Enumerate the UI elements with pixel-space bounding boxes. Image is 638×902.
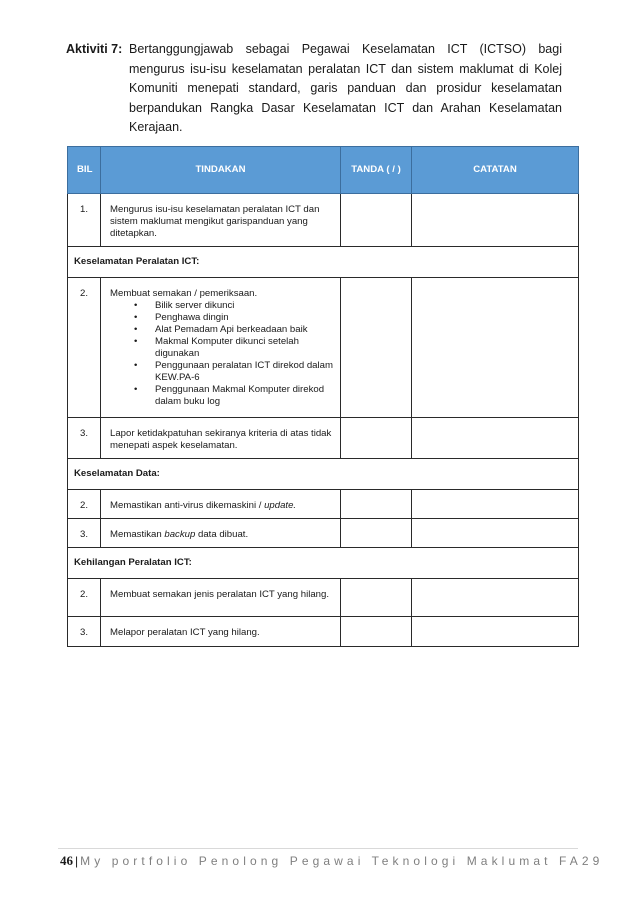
row-number: 3. (68, 519, 101, 548)
row-action (101, 519, 341, 548)
activity-label: Aktiviti 7: (66, 42, 123, 56)
catatan-cell (412, 194, 579, 247)
header-tindakan: TINDAKAN (101, 147, 341, 194)
row-action-text: Memastikan anti-virus dikemaskini / (110, 500, 265, 511)
header-tanda: TANDA ( / ) (341, 147, 412, 194)
catatan-cell (412, 519, 579, 548)
section-row (68, 459, 579, 490)
list-item: • Alat Pemadam Api berkeadaan baik (134, 324, 334, 336)
tanda-cell (341, 418, 412, 459)
tanda-cell (341, 579, 412, 617)
table-row (68, 490, 579, 519)
row-action-text: Memastikan (110, 529, 165, 540)
checklist-bullets (110, 300, 334, 408)
list-item: • Penghawa dingin (134, 312, 334, 324)
row-action-italic: backup (164, 529, 196, 540)
row-number: 2. (68, 490, 101, 519)
tanda-cell (341, 490, 412, 519)
row-action-text: Membuat semakan / pemeriksaan. (110, 288, 258, 299)
row-action: Melapor peralatan ICT yang hilang. (101, 617, 341, 647)
checklist-table (67, 146, 579, 647)
catatan-cell (412, 579, 579, 617)
table-row (68, 519, 579, 548)
section-heading: Keselamatan Data: (68, 459, 579, 490)
section-row (68, 548, 579, 579)
table-header-row (68, 147, 579, 194)
row-number: 3. (68, 418, 101, 459)
row-number: 2. (68, 278, 101, 418)
catatan-cell (412, 617, 579, 647)
tanda-cell (341, 278, 412, 418)
row-number: 1. (68, 194, 101, 247)
page-number: 46 (60, 853, 73, 868)
activity-description: Bertanggungjawab sebagai Pegawai Keselamatan ICT (ICTSO) bagi mengurus isu-isu keselamatan peralatan ICT dan sistem maklumat di Kolej Komuniti menepati standard, garis panduan dan prosidur keselamatan berpandukan Rangka Dasar Keselamatan ICT dan Arahan Keselamatan Kerajaan. (129, 42, 562, 134)
section-heading: Kehilangan Peralatan ICT: (68, 548, 579, 579)
row-number: 2. (68, 579, 101, 617)
list-item: • Penggunaan peralatan ICT direkod dalam KEW.PA-6 (134, 360, 334, 384)
footer-separator: | (75, 854, 79, 868)
row-action: Mengurus isu-isu keselamatan peralatan ICT dan sistem maklumat mengikut garispanduan yang ditetapkan. (101, 194, 341, 247)
row-action: Lapor ketidakpatuhan sekiranya kriteria di atas tidak menepati aspek keselamatan. (101, 418, 341, 459)
footer-divider (58, 848, 578, 849)
footer-title: My portfolio Penolong Pegawai Teknologi Maklumat FA29 (80, 854, 604, 868)
section-row (68, 247, 579, 278)
header-catatan: CATATAN (412, 147, 579, 194)
table-row (68, 418, 579, 459)
table-row (68, 617, 579, 647)
row-action (101, 278, 341, 418)
catatan-cell (412, 490, 579, 519)
row-action-text-after: data dibuat. (195, 529, 249, 540)
header-bil: BIL (68, 147, 101, 194)
catatan-cell (412, 278, 579, 418)
list-item: • Makmal Komputer dikunci setelah digunakan (134, 336, 334, 360)
row-action-italic: update. (264, 500, 297, 511)
row-action (101, 490, 341, 519)
tanda-cell (341, 519, 412, 548)
tanda-cell (341, 194, 412, 247)
table-row (68, 194, 579, 247)
list-item: • Bilik server dikunci (134, 300, 334, 312)
activity-block (66, 40, 562, 138)
page-footer (60, 853, 603, 869)
list-item: • Penggunaan Makmal Komputer direkod dalam buku log (134, 384, 334, 408)
table-row (68, 579, 579, 617)
row-number: 3. (68, 617, 101, 647)
catatan-cell (412, 418, 579, 459)
section-heading: Keselamatan Peralatan ICT: (68, 247, 579, 278)
tanda-cell (341, 617, 412, 647)
row-action: Membuat semakan jenis peralatan ICT yang hilang. (101, 579, 341, 617)
table-row (68, 278, 579, 418)
